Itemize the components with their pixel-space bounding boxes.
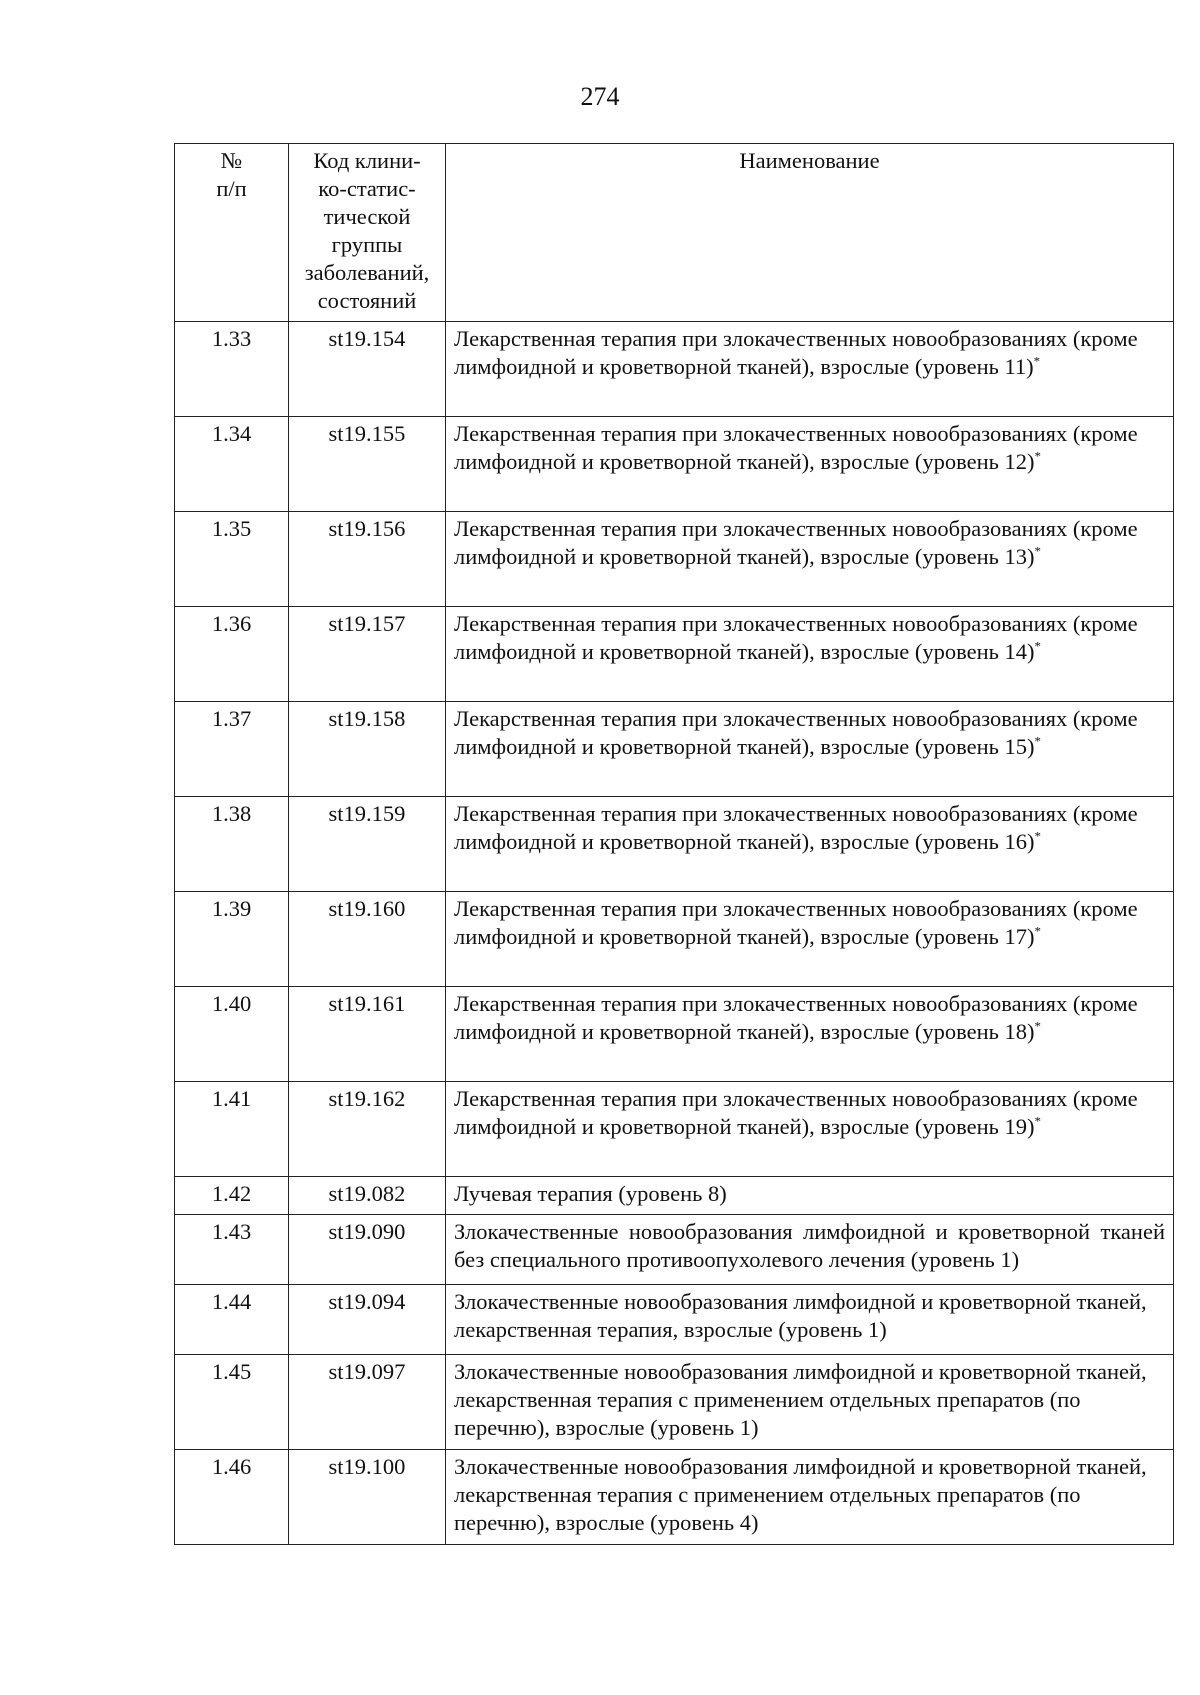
row-code: st19.154 (289, 322, 446, 417)
row-name: Лекарственная терапия при злокачественных новообразованиях (кроме лимфоидной и кроветворной тканей), взрослые (уровень 13)* (446, 512, 1174, 607)
row-num: 1.43 (175, 1215, 289, 1285)
row-name: Лекарственная терапия при злокачественных новообразованиях (кроме лимфоидной и кроветворной тканей), взрослые (уровень 15)* (446, 702, 1174, 797)
row-name: Лекарственная терапия при злокачественных новообразованиях (кроме лимфоидной и кроветворной тканей), взрослые (уровень 18)* (446, 987, 1174, 1082)
row-name: Лекарственная терапия при злокачественных новообразованиях (кроме лимфоидной и кроветворной тканей), взрослые (уровень 16)* (446, 797, 1174, 892)
header-code: Код клини- ко-статис- тической группы заболеваний, состояний (289, 144, 446, 322)
row-num: 1.39 (175, 892, 289, 987)
footnote-mark: * (1033, 353, 1041, 369)
footnote-mark: * (1034, 638, 1041, 654)
row-name: Лекарственная терапия при злокачественных новообразованиях (кроме лимфоидной и кроветворной тканей), взрослые (уровень 14)* (446, 607, 1174, 702)
row-code: st19.161 (289, 987, 446, 1082)
row-code: st19.100 (289, 1450, 446, 1545)
table-row (175, 1082, 1174, 1177)
row-num: 1.45 (175, 1355, 289, 1450)
table-row (175, 892, 1174, 987)
row-name: Злокачественные новообразования лимфоидной и кроветворной тканей без специального противоопухолевого лечения (уровень 1) (446, 1215, 1174, 1285)
row-code: st19.159 (289, 797, 446, 892)
row-name: Лучевая терапия (уровень 8) (446, 1177, 1174, 1215)
table-row (175, 322, 1174, 417)
row-name: Лекарственная терапия при злокачественных новообразованиях (кроме лимфоидной и кроветворной тканей), взрослые (уровень 11)* (446, 322, 1174, 417)
table-row (175, 797, 1174, 892)
page-number: 274 (580, 82, 620, 111)
row-num: 1.34 (175, 417, 289, 512)
table-row (175, 1215, 1174, 1285)
row-num: 1.42 (175, 1177, 289, 1215)
row-num: 1.36 (175, 607, 289, 702)
row-code: st19.160 (289, 892, 446, 987)
row-name: Злокачественные новообразования лимфоидной и кроветворной тканей, лекарственная терапия с применением отдельных препаратов (по перечню), взрослые (уровень 1) (446, 1355, 1174, 1450)
row-code: st19.155 (289, 417, 446, 512)
row-name: Злокачественные новообразования лимфоидной и кроветворной тканей, лекарственная терапия, взрослые (уровень 1) (446, 1285, 1174, 1355)
footnote-mark: * (1034, 733, 1041, 749)
footnote-mark: * (1034, 543, 1041, 559)
klinical-group-table (174, 143, 1174, 1545)
table-row (175, 417, 1174, 512)
table-row (175, 1177, 1174, 1215)
row-code: st19.158 (289, 702, 446, 797)
table-row (175, 607, 1174, 702)
row-code: st19.157 (289, 607, 446, 702)
table-row (175, 1355, 1174, 1450)
row-num: 1.40 (175, 987, 289, 1082)
row-num: 1.33 (175, 322, 289, 417)
row-num: 1.38 (175, 797, 289, 892)
footnote-mark: * (1034, 923, 1041, 939)
row-code: st19.162 (289, 1082, 446, 1177)
row-code: st19.097 (289, 1355, 446, 1450)
row-name: Лекарственная терапия при злокачественных новообразованиях (кроме лимфоидной и кроветворной тканей), взрослые (уровень 19)* (446, 1082, 1174, 1177)
table-row (175, 1285, 1174, 1355)
row-name: Злокачественные новообразования лимфоидной и кроветворной тканей, лекарственная терапия с применением отдельных препаратов (по перечню), взрослые (уровень 4) (446, 1450, 1174, 1545)
footnote-mark: * (1034, 1113, 1041, 1129)
header-num: № п/п (175, 144, 289, 322)
footnote-mark: * (1034, 828, 1041, 844)
row-num: 1.37 (175, 702, 289, 797)
row-num: 1.35 (175, 512, 289, 607)
table-row (175, 702, 1174, 797)
footnote-mark: * (1034, 448, 1041, 464)
footnote-mark: * (1034, 1018, 1041, 1034)
table-row (175, 1450, 1174, 1545)
row-code: st19.156 (289, 512, 446, 607)
header-name: Наименование (446, 144, 1174, 322)
table-row (175, 512, 1174, 607)
row-num: 1.44 (175, 1285, 289, 1355)
row-code: st19.090 (289, 1215, 446, 1285)
row-num: 1.41 (175, 1082, 289, 1177)
row-code: st19.094 (289, 1285, 446, 1355)
row-num: 1.46 (175, 1450, 289, 1545)
row-name: Лекарственная терапия при злокачественных новообразованиях (кроме лимфоидной и кроветворной тканей), взрослые (уровень 12)* (446, 417, 1174, 512)
row-code: st19.082 (289, 1177, 446, 1215)
table-header-row (175, 144, 1174, 322)
row-name: Лекарственная терапия при злокачественных новообразованиях (кроме лимфоидной и кроветворной тканей), взрослые (уровень 17)* (446, 892, 1174, 987)
table-row (175, 987, 1174, 1082)
